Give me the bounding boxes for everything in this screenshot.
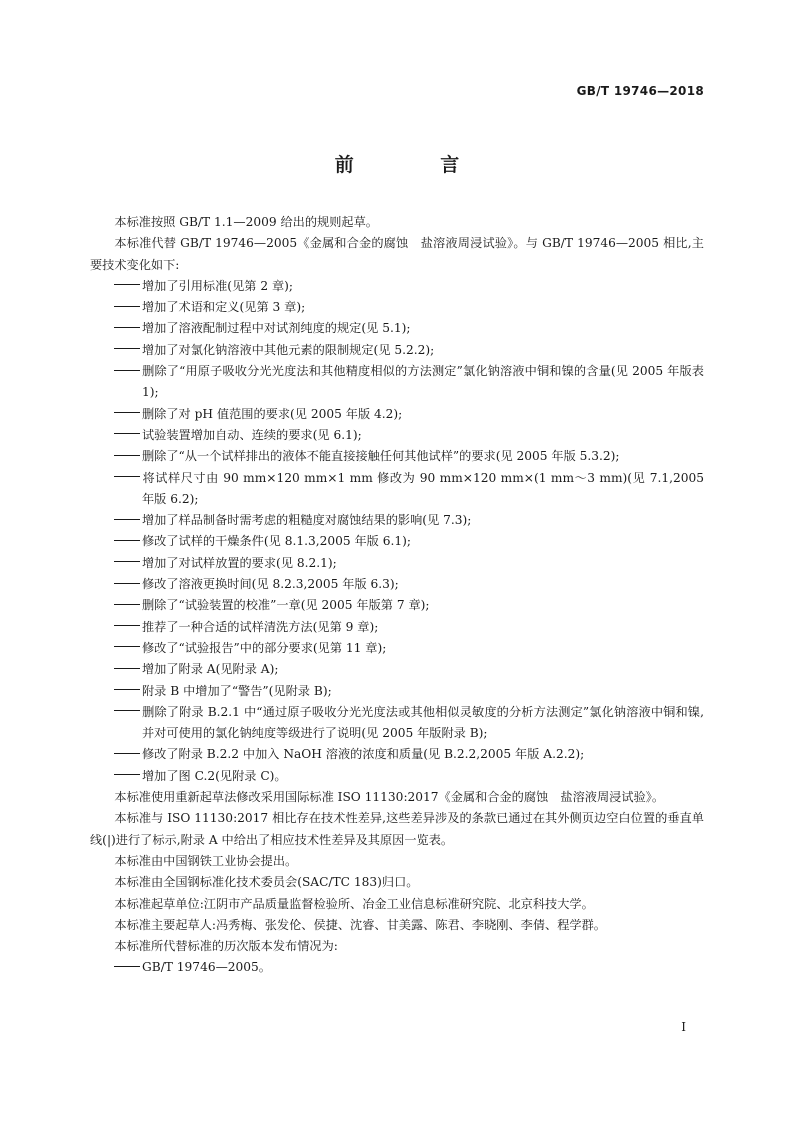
change-item: 增加了对试样放置的要求(见 8.2.1); — [90, 553, 704, 574]
closing-paragraph: 本标准所代替标准的历次版本发布情况为: — [114, 939, 338, 954]
changes-list — [90, 276, 704, 787]
closing-paragraph: 本标准使用重新起草法修改采用国际标准 ISO 11130:2017《金属和合金的腐蚀 盐溶液周浸试验》。 — [114, 790, 665, 805]
standard-code: GB/T 19746—2018 — [576, 84, 704, 98]
change-item: 删除了“试验装置的校准”一章(见 2005 年版第 7 章); — [90, 595, 704, 616]
change-item: 增加了引用标准(见第 2 章); — [90, 276, 704, 297]
closing-paragraph: 本标准与 ISO 11130:2017 相比存在技术性差异,这些差异涉及的条款已通过在其外侧页边空白位置的垂直单线(|)进行了标示,附录 A 中给出了相应技术性差异及其原因一览表。 — [90, 811, 704, 847]
change-item: 删除了附录 B.2.1 中“通过原子吸收分光光度法或其他相似灵敏度的分析方法测定”氯化钠溶液中铜和镍,并对可使用的氯化钠纯度等级进行了说明(见 2005 年版附录 B); — [90, 702, 704, 745]
page-title: 前 言 — [334, 154, 500, 176]
change-item: 增加了溶液配制过程中对试剂纯度的规定(见 5.1); — [90, 318, 704, 339]
page-number: I — [681, 1020, 686, 1034]
change-item: 增加了术语和定义(见第 3 章); — [90, 297, 704, 318]
change-item: 修改了“试验报告”中的部分要求(见第 11 章); — [90, 638, 704, 659]
change-item: 删除了“从一个试样排出的液体不能直接接触任何其他试样”的要求(见 2005 年版 5.3.2); — [90, 446, 704, 467]
closing-paragraph: 本标准主要起草人:冯秀梅、张发伦、侯捷、沈睿、甘美露、陈君、李晓刚、李倩、程学群。 — [114, 917, 606, 932]
change-item: 附录 B 中增加了“警告”(见附录 B); — [90, 681, 704, 702]
change-item: 将试样尺寸由 90 mm×120 mm×1 mm 修改为 90 mm×120 mm×(1 mm～3 mm)(见 7.1,2005 年版 6.2); — [90, 468, 704, 511]
change-item: 修改了附录 B.2.2 中加入 NaOH 溶液的浓度和质量(见 B.2.2,2005 年版 A.2.2); — [90, 744, 704, 765]
change-item: 删除了“用原子吸收分光光度法和其他精度相似的方法测定”氯化钠溶液中铜和镍的含量(见 2005 年版表 1); — [90, 361, 704, 404]
change-item: 推荐了一种合适的试样清洗方法(见第 9 章); — [90, 617, 704, 638]
history-item: GB/T 19746—2005。 — [90, 957, 704, 978]
closing-paragraph: 本标准由全国钢标准化技术委员会(SAC/TC 183)归口。 — [114, 875, 419, 890]
change-item: 增加了对氯化钠溶液中其他元素的限制规定(见 5.2.2); — [90, 340, 704, 361]
change-item: 删除了对 pH 值范围的要求(见 2005 年版 4.2); — [90, 404, 704, 425]
change-item: 增加了图 C.2(见附录 C)。 — [90, 766, 704, 787]
intro-paragraph: 本标准按照 GB/T 1.1—2009 给出的规则起草。 — [114, 215, 378, 229]
change-item: 试验装置增加自动、连续的要求(见 6.1); — [90, 425, 704, 446]
change-item: 修改了试样的干燥条件(见 8.1.3,2005 年版 6.1); — [90, 531, 704, 552]
change-item: 修改了溶液更换时间(见 8.2.3,2005 年版 6.3); — [90, 574, 704, 595]
foreword-body — [90, 212, 704, 979]
change-item: 增加了样品制备时需考虑的粗糙度对腐蚀结果的影响(见 7.3); — [90, 510, 704, 531]
closing-paragraph: 本标准由中国钢铁工业协会提出。 — [114, 853, 298, 868]
closing-paragraph: 本标准起草单位:江阴市产品质量监督检验所、冶金工业信息标准研究院、北京科技大学。 — [114, 896, 594, 911]
change-item: 增加了附录 A(见附录 A); — [90, 659, 704, 680]
intro-paragraph: 本标准代替 GB/T 19746—2005《金属和合金的腐蚀 盐溶液周浸试验》。与 GB/T 19746—2005 相比,主要技术变化如下: — [90, 236, 704, 272]
